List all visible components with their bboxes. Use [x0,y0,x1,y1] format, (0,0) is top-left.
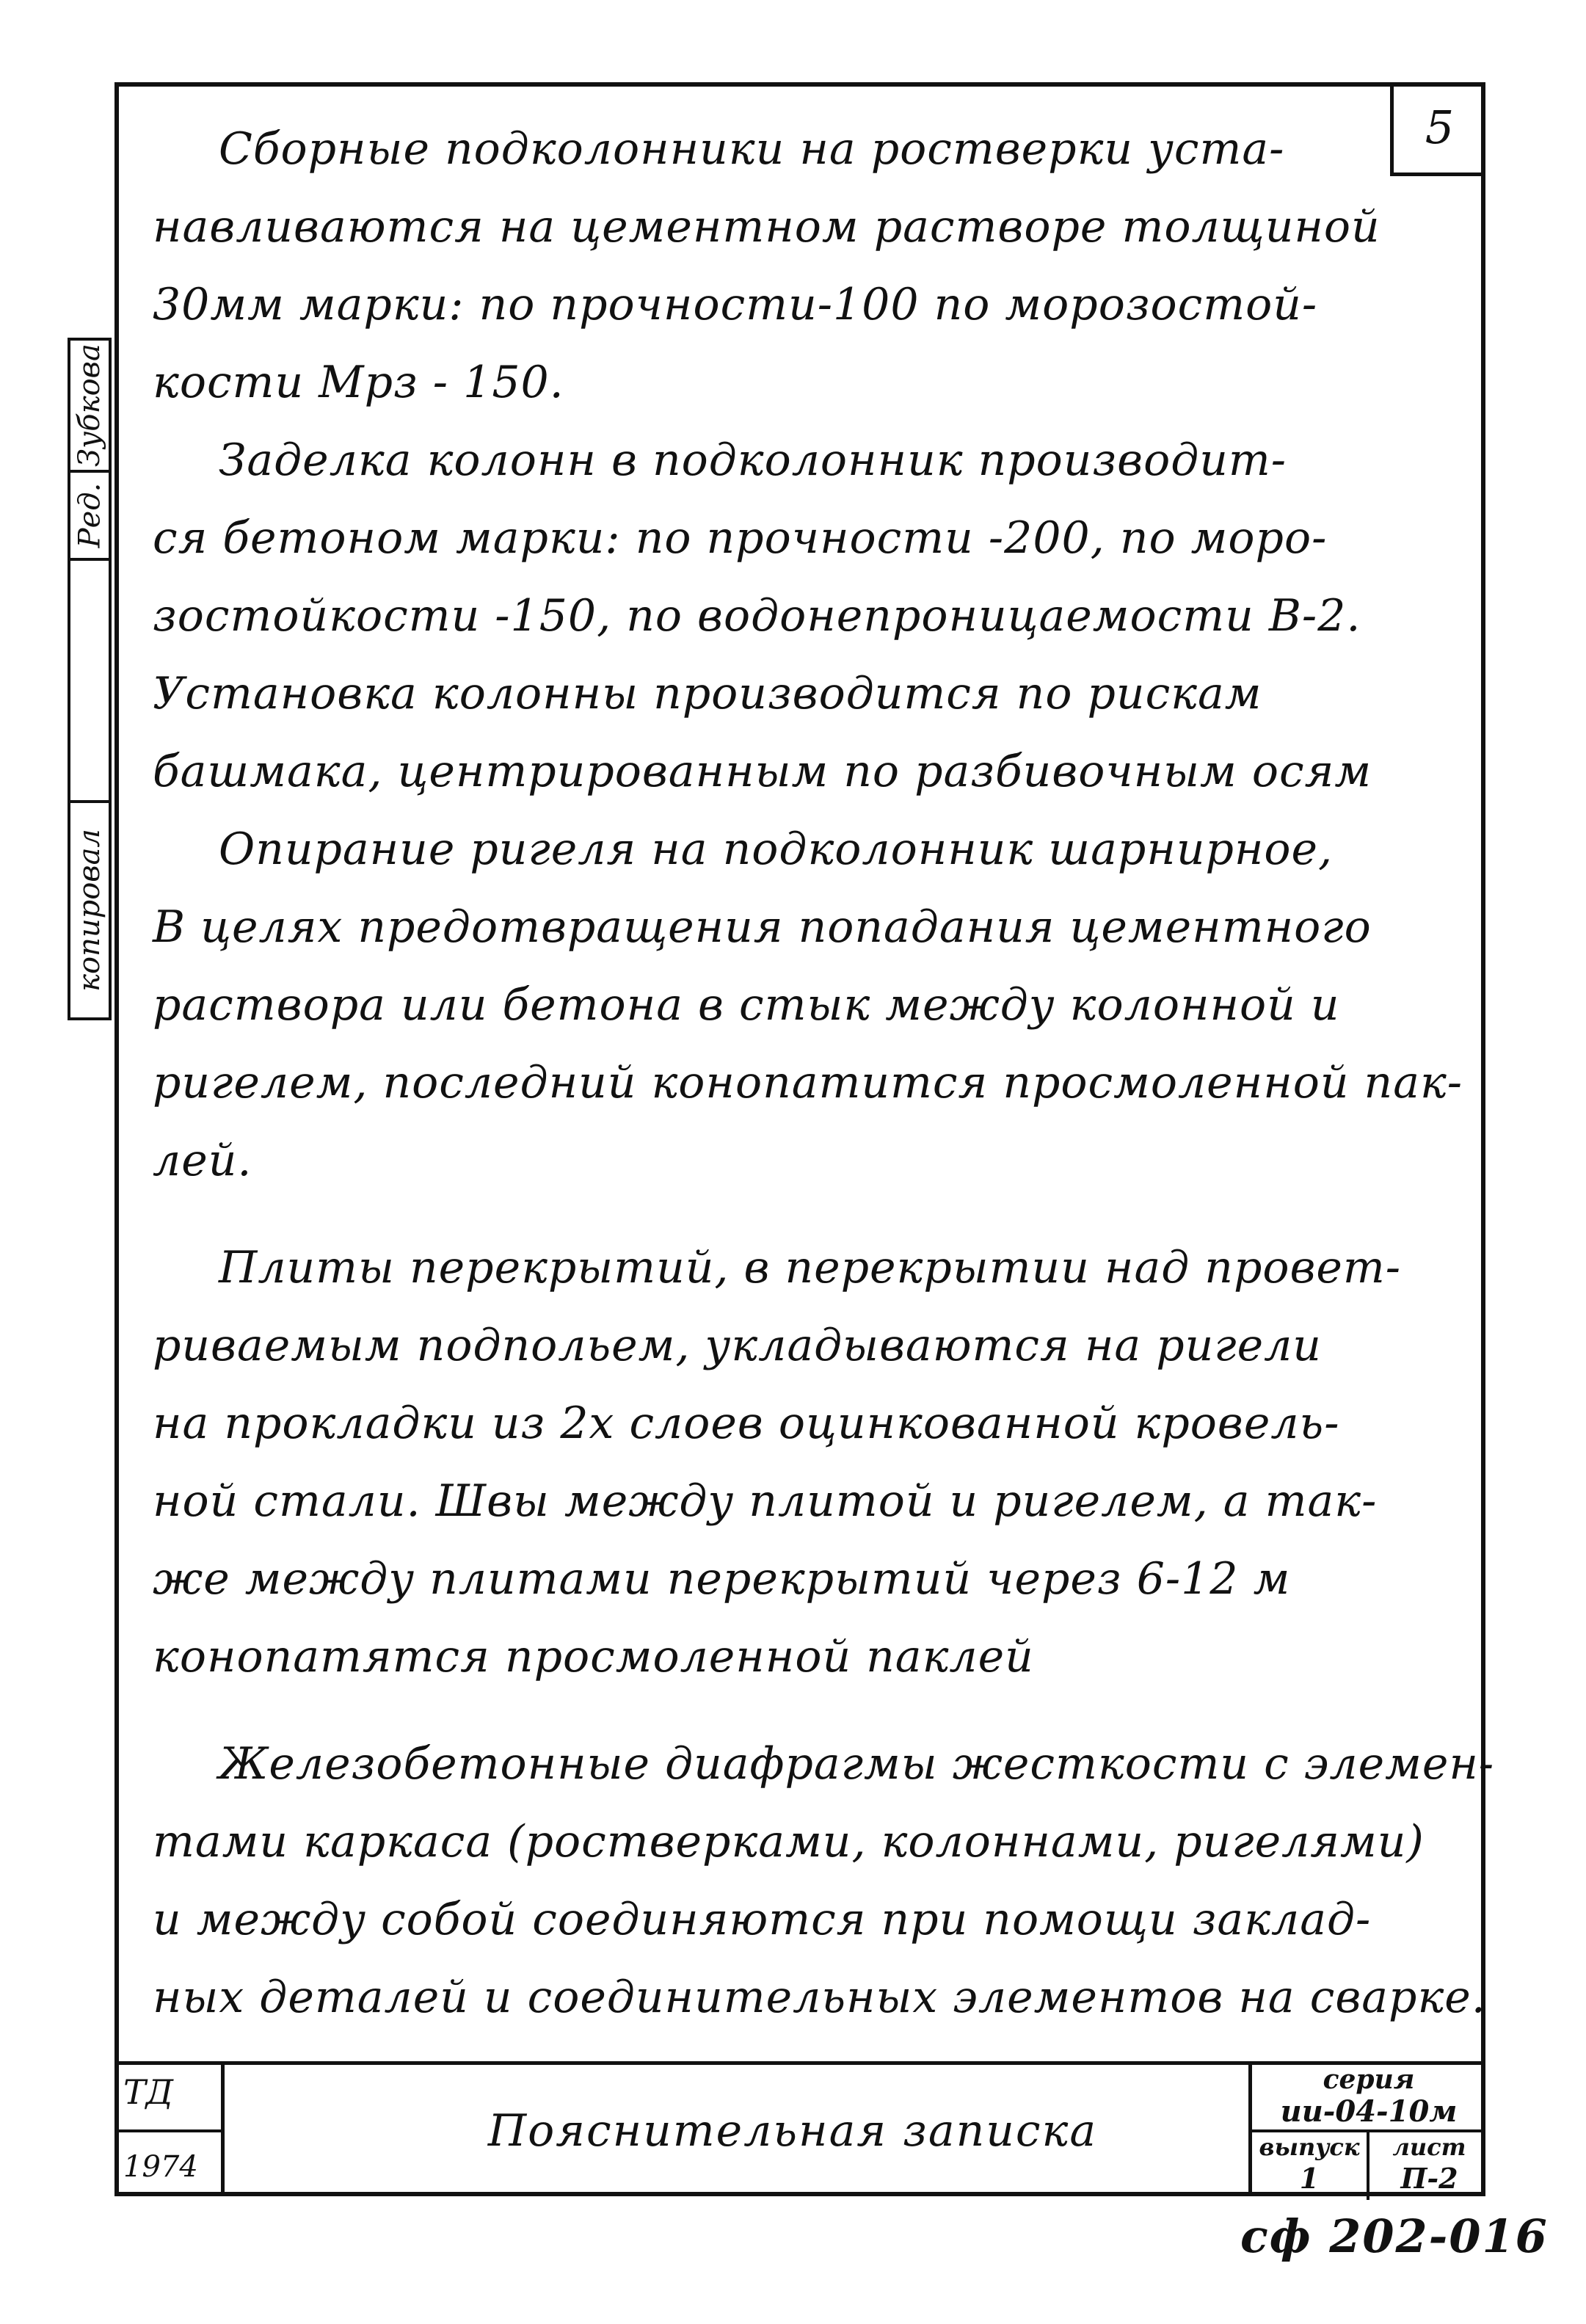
text-line: тами каркаса (ростверками, колоннами, ригелями) [153,1816,1425,1867]
explanatory-text [153,110,1495,2036]
paragraph [153,1725,1495,2036]
text-line: Установка колонны производится по рискам [153,668,1262,719]
text-line: навливаются на цементном растворе толщиной [153,201,1381,253]
series-label: серия [1323,2064,1415,2095]
text-line: зостойкости -150, по водонепроницаемости В-2. [153,590,1361,642]
text-line: Сборные подколонники на ростверки уста- [219,123,1285,175]
page-number: 5 [1425,101,1455,154]
text-line: ся бетоном марки: по прочности -200, по моро- [153,512,1328,564]
title-block-left [114,2065,225,2196]
series-cell [1252,2065,1485,2132]
issue-value: 1 [1299,2162,1320,2195]
stamp-name: Зубкова [73,344,107,467]
paragraph [153,421,1386,810]
text-line: Опирание ригеля на подколонник шарнирное, [219,824,1334,875]
text-line: В целях предотвращения попадания цементного [153,901,1372,953]
footer-code: сф 202-016 [1240,2209,1549,2263]
issue-cell [1252,2132,1369,2200]
text-line: ригелем, последний конопатится просмоленной пак- [153,1057,1463,1108]
year: 1974 [123,2150,198,2184]
text-line: Плиты перекрытий, в перекрытии над провет- [219,1242,1402,1293]
document-title: Пояснительная записка [487,2105,1098,2157]
text-line: 30мм марки: по прочности-100 по морозостой- [153,279,1318,330]
text-line: раствора или бетона в стык между колонной и [153,979,1340,1031]
sheet-value: П-2 [1400,2162,1458,2195]
text-line: риваемым подпольем, укладываются на ригели [153,1320,1322,1371]
approval-side-stamp [68,338,112,1020]
paragraph [153,810,1463,1199]
stamp-cell-role [70,473,109,561]
text-line: ной стали. Швы между плитой и ригелем, а так- [153,1475,1378,1527]
paragraph [153,1229,1402,1696]
stamp-role: Ред. [73,482,106,548]
text-line: на прокладки из 2х слоев оцинкованной кровель- [153,1398,1340,1449]
stamp-cell-blank [70,561,109,803]
stamp-copied: копировал [73,829,106,992]
title-block [114,2061,1485,2196]
text-line: кости Мрз - 150. [153,357,564,408]
paragraph [153,110,1386,421]
text-line: ных деталей и соединительных элементов на сварке. [153,1972,1486,2023]
text-line: же между плитами перекрытий через 6-12 м [153,1553,1291,1605]
org-code: ТД [114,2065,221,2132]
series-value: ии-04-10м [1280,2094,1458,2129]
page-number-box [1390,82,1485,176]
stamp-cell-copied [70,803,109,1017]
text-line: башмака, центрированным по разбивочным осям [153,746,1372,797]
text-line: Железобетонные диафрагмы жесткости с элемен- [219,1738,1495,1790]
issue-label: выпуск [1259,2133,1360,2161]
text-line: и между собой соединяются при помощи заклад- [153,1894,1372,1945]
stamp-cell-name [70,341,109,473]
title-block-right [1248,2065,1485,2196]
text-line: конопатятся просмоленной паклей [153,1631,1034,1682]
sheet-label: лист [1392,2133,1466,2161]
text-line: лей. [153,1135,252,1186]
sheet-cell [1369,2132,1489,2200]
text-line: Заделка колонн в подколонник производит- [219,435,1287,486]
